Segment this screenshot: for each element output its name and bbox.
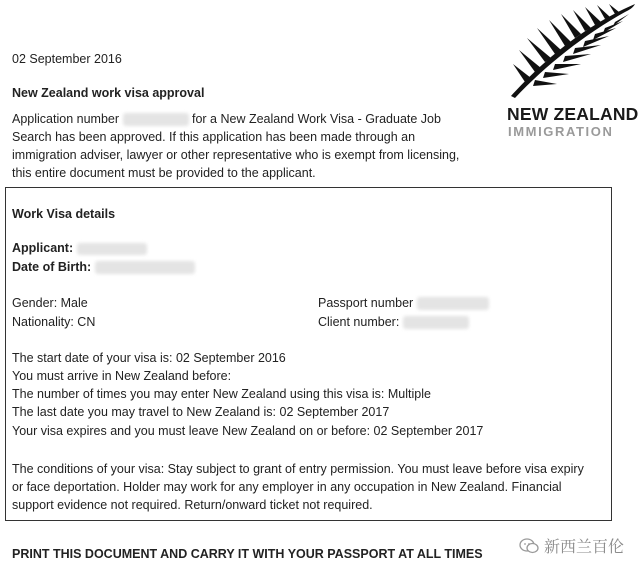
nationality-field: Nationality: CN [12, 315, 96, 329]
start-date-line: The start date of your visa is: 02 September 2016 [12, 351, 286, 365]
silver-fern-icon [505, 0, 640, 100]
gender-field: Gender: Male [12, 296, 88, 310]
passport-row [318, 296, 489, 310]
intro-paragraph [12, 110, 472, 182]
nz-immigration-logo [505, 0, 640, 145]
arrive-before-line: You must arrive in New Zealand before: [12, 369, 232, 383]
redacted-client-number [403, 316, 469, 329]
applicant-row [12, 241, 147, 255]
intro-before: Application number [12, 112, 120, 126]
expiry-line: Your visa expires and you must leave New Zealand on or before: 02 September 2017 [12, 424, 484, 438]
passport-label: Passport number [318, 296, 414, 310]
dob-row [12, 260, 195, 274]
watermark [519, 534, 624, 557]
client-label: Client number: [318, 315, 400, 329]
intro-after: for a New Zealand Work Visa - Graduate Job [191, 112, 441, 126]
letter-date: 02 September 2016 [12, 52, 122, 66]
conditions-paragraph: The conditions of your visa: Stay subject to grant of entry permission. You must leave before visa expiry or face deportation. Holder may work for any employer in any occupation in New Zealand. Financial support evidence not required. Return/onward ticket not required. [12, 462, 584, 512]
entries-line: The number of times you may enter New Zealand using this visa is: Multiple [12, 387, 431, 401]
letter-title: New Zealand work visa approval [12, 86, 205, 100]
redacted-passport-number [417, 297, 489, 310]
intro-rest: Search has been approved. If this application has been made through an immigration adviser, lawyer or other representative who is exempt from licensing, this entire document must be provided to the applicant. [12, 130, 460, 180]
logo-department: IMMIGRATION [508, 124, 614, 139]
redacted-date-of-birth [95, 261, 195, 274]
print-notice: PRINT THIS DOCUMENT AND CARRY IT WITH YOUR PASSPORT AT ALL TIMES [12, 547, 483, 561]
watermark-text: 新西兰百伦 [543, 539, 624, 556]
details-heading: Work Visa details [12, 207, 116, 221]
redacted-applicant-name [77, 243, 147, 255]
dob-label: Date of Birth: [12, 260, 92, 274]
client-row [318, 315, 469, 329]
chat-bubble-icon [519, 537, 539, 555]
logo-country-name: NEW ZEALAND [507, 104, 639, 124]
applicant-label: Applicant: [12, 241, 74, 255]
redacted-application-number [123, 113, 189, 126]
last-travel-line: The last date you may travel to New Zealand is: 02 September 2017 [12, 405, 390, 419]
